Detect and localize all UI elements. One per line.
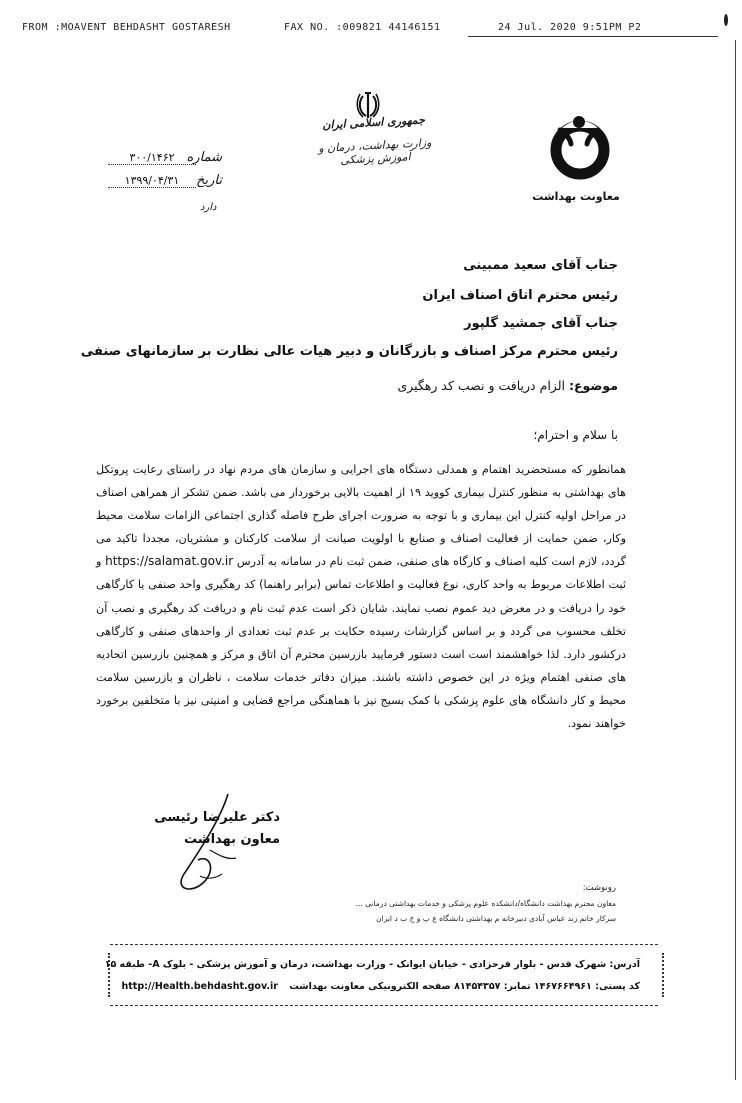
scan-speck (724, 14, 728, 26)
ministry-line2: وزارت بهداشت، درمان و آموزش پزشکی (317, 136, 432, 167)
body-part-1: همانطور که مستحضرید اهتمام و همدلی دستگاه های اجرایی و سازمان های مردم نهاد در راستای رعایت پروتکل های بهداشتی به منظور کنترل بیماری کووید ۱۹ از اهمیت بالایی برخوردار می باشد. ضمن تشکر از همراهی اصناف در مراحل اولیه کنترل این بیماری و با توجه به ضرورت اجرای طرح فاصله گذاری اجتماعی الزامات سلامت محیط وکار، ضمن حمایت از فعالیت اصناف و صنایع با اولویت صیانت از سلامت کارکنان و مشتریان، مجددا تاکید می گردد، لازم است کلیه اصناف و کارگاه های صنفی، ضمن ثبت نام در سامانه به آدرس (96, 463, 626, 569)
cc-line-2: سرکار خانم زند عباس آبادی دبیرخانه م بهداشتی دانشگاه ع پ و خ ب د ایران (376, 914, 616, 923)
addressee-line-2: رئیس محترم اتاق اصناف ایران (422, 288, 618, 303)
footer-contact: کد پستی: ۱۴۶۷۶۶۴۹۶۱ تمابر: ۸۱۴۵۴۳۵۷ صفحه الکترونیکی معاونت بهداشت (289, 981, 640, 992)
letter-number (108, 150, 228, 168)
cc-line-1: معاون محترم بهداشت دانشگاه/دانشکده علوم پزشکی و خدمات بهداشتی درمانی ... (355, 899, 616, 908)
letter-body (96, 458, 626, 735)
fax-header-rule (468, 36, 718, 37)
fax-number: FAX NO. :009821 44146151 (284, 22, 441, 33)
attachment-label: دارد (200, 202, 217, 213)
signatory-title: معاون بهداشت (184, 832, 280, 847)
letter-date-value: ۱۳۹۹/۰۴/۳۱ (108, 174, 196, 188)
letter-number-label: شماره (186, 150, 222, 165)
subject-label: موضوع: (568, 378, 618, 393)
subject-text: الزام دریافت و نصب کد رهگیری (397, 378, 565, 393)
deputy-health-logo-icon (540, 110, 612, 184)
letter-date (108, 173, 228, 191)
ministry-letterhead (298, 112, 451, 186)
salamat-url-link[interactable]: https://salamat.gov.ir (105, 554, 234, 569)
fax-from: FROM :MOAVENT BEHDASHT GOSTARESH (22, 22, 231, 33)
greeting: با سلام و احترام؛ (533, 428, 618, 442)
ministry-line1: جمهوری اسلامی ایران (321, 113, 426, 132)
page-edge-line (735, 40, 736, 1080)
addressee-line-1: جناب آقای سعید ممبینی (463, 258, 618, 273)
footer-contact-row (121, 981, 640, 992)
footer-website-link[interactable]: http://Health.behdasht.gov.ir (121, 981, 278, 992)
cc-title: رونوشت: (582, 883, 616, 893)
letter-date-label: تاریخ (196, 173, 222, 188)
footer-box (104, 944, 658, 1006)
letter-number-value: ۳۰۰/۱۴۶۲ (108, 151, 196, 165)
footer-right-edge (658, 953, 664, 997)
addressee-line-3: جناب آقای جمشید گلپور (464, 316, 618, 331)
addressee-line-4: رئیس محترم مرکز اصناف و بازرگانان و دبیر هیات عالی نظارت بر سازمانهای صنفی (80, 344, 618, 359)
deputy-logo-caption: معاونت بهداشت (532, 190, 620, 203)
footer-address: آدرس: شهرک قدس - بلوار فرحزادی - خیابان ایوانک - وزارت بهداشت، درمان و آموزش پزشکی - بلوک A- طبقه ۱۵ (104, 959, 640, 970)
subject-line (397, 378, 618, 393)
signatory-name: دکتر علیرضا رئیسی (154, 810, 280, 825)
fax-date-time: 24 Jul. 2020 9:51PM P2 (498, 22, 642, 33)
body-part-2: و ثبت اطلاعات مربوط به واحد کاری، نوع فعالیت و اطلاعات تماس (برابر راهنما) کد رهگیری واحد صنفی یا کارگاهی خود را دریافت و در معرض دید عموم نصب نمایند. شایان ذکر است عدم ثبت نام و دریافت کد رهگیری و نصب آن تخلف محسوب می گردد و بر اساس گزارشات رسیده حکایت بر عدم ثبت تعدادی از واحدهای صنفی و کارگاهی درکشور دارد. لذا خواهشمند است است دستور فرمایید بازرسین محترم آن اتاق و مرکز و همچنین بازرسین اتحادیه های صنفی اهتمام ویژه در این خصوص داشته باشند. میزان دفاتر خدمات سلامت ، ناظران و بازرسین سلامت محیط و کار دانشگاه های علوم پزشکی با کمک بسیج نیز با هماهنگی مراجع قضایی و امنیتی نیز با متخلفین برخورد خواهند نمود. (96, 555, 626, 731)
